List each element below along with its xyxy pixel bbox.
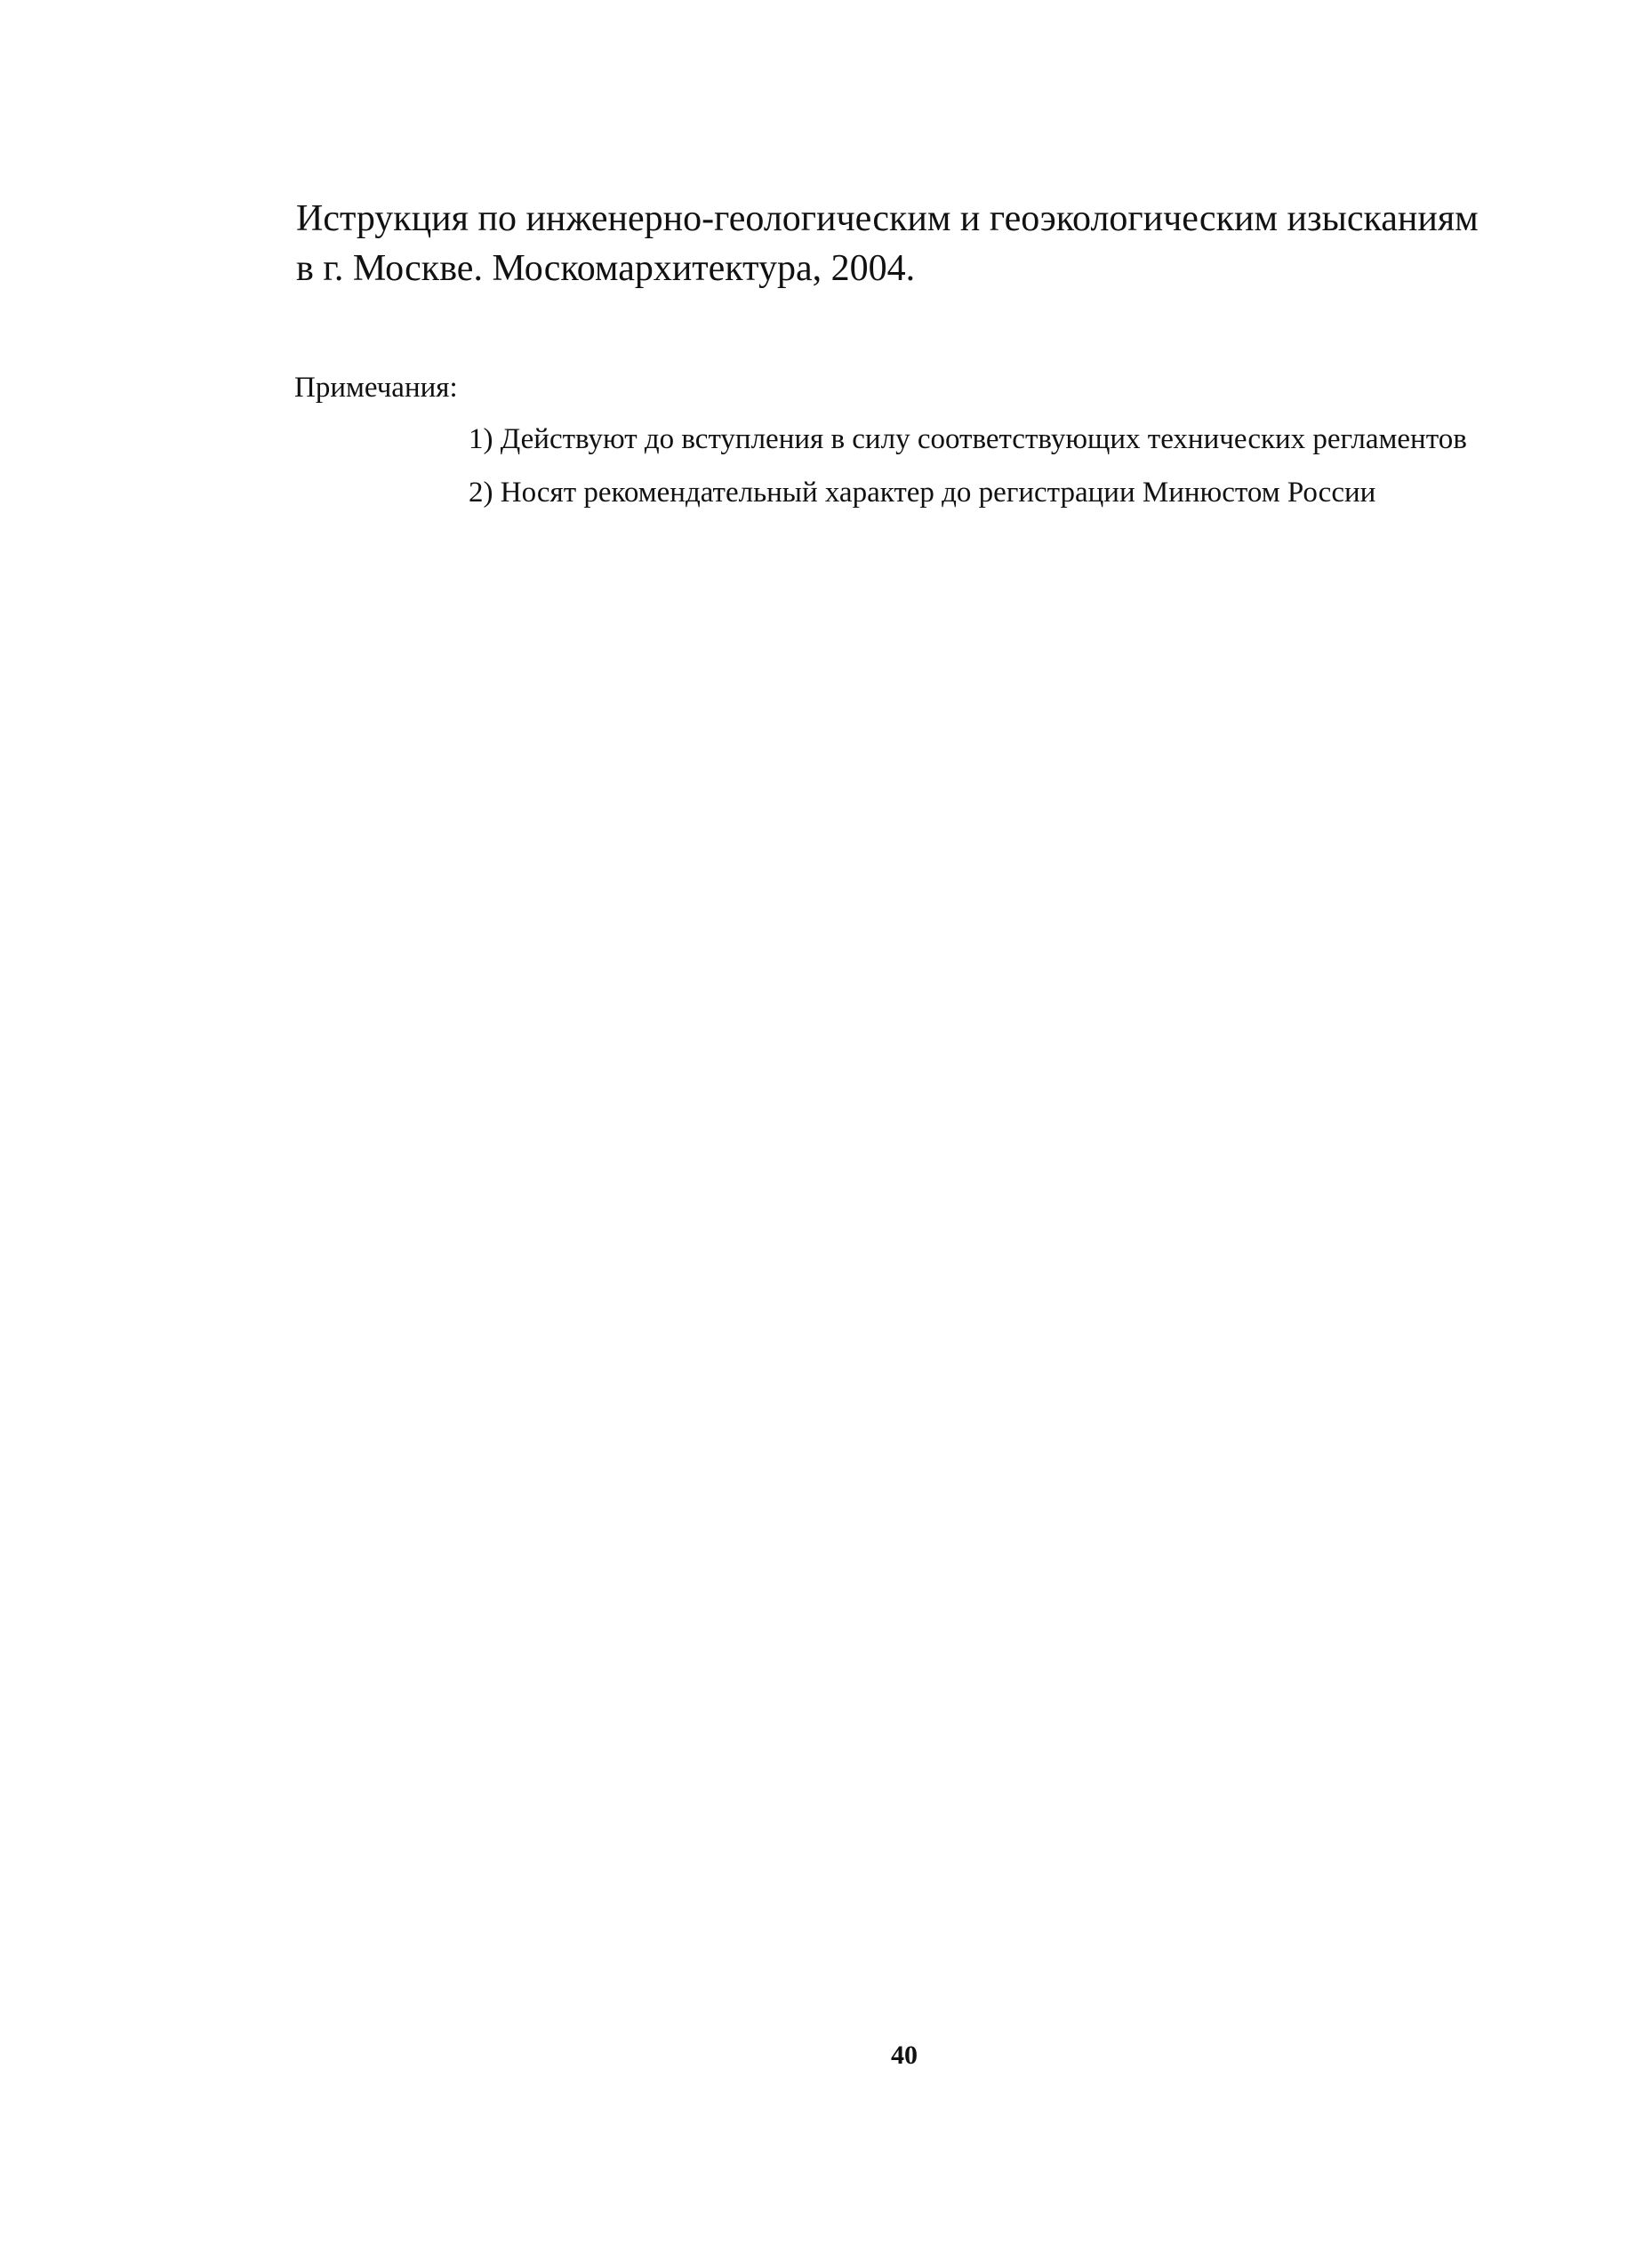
notes-list: [469, 421, 1467, 528]
reference-entry: Иструкция по инженерно-геологическим и геоэкологическим изысканиям в г. Москве. Москомархитектура, 2004.: [296, 198, 1479, 289]
note-item: 1) Действуют до вступления в силу соответствующих технических регламентов: [469, 423, 1467, 455]
page-number: 40: [891, 2041, 918, 2070]
notes-heading: Примечания:: [294, 372, 458, 404]
note-item: 2) Носят рекомендательный характер до регистрации Минюстом России: [469, 477, 1376, 509]
